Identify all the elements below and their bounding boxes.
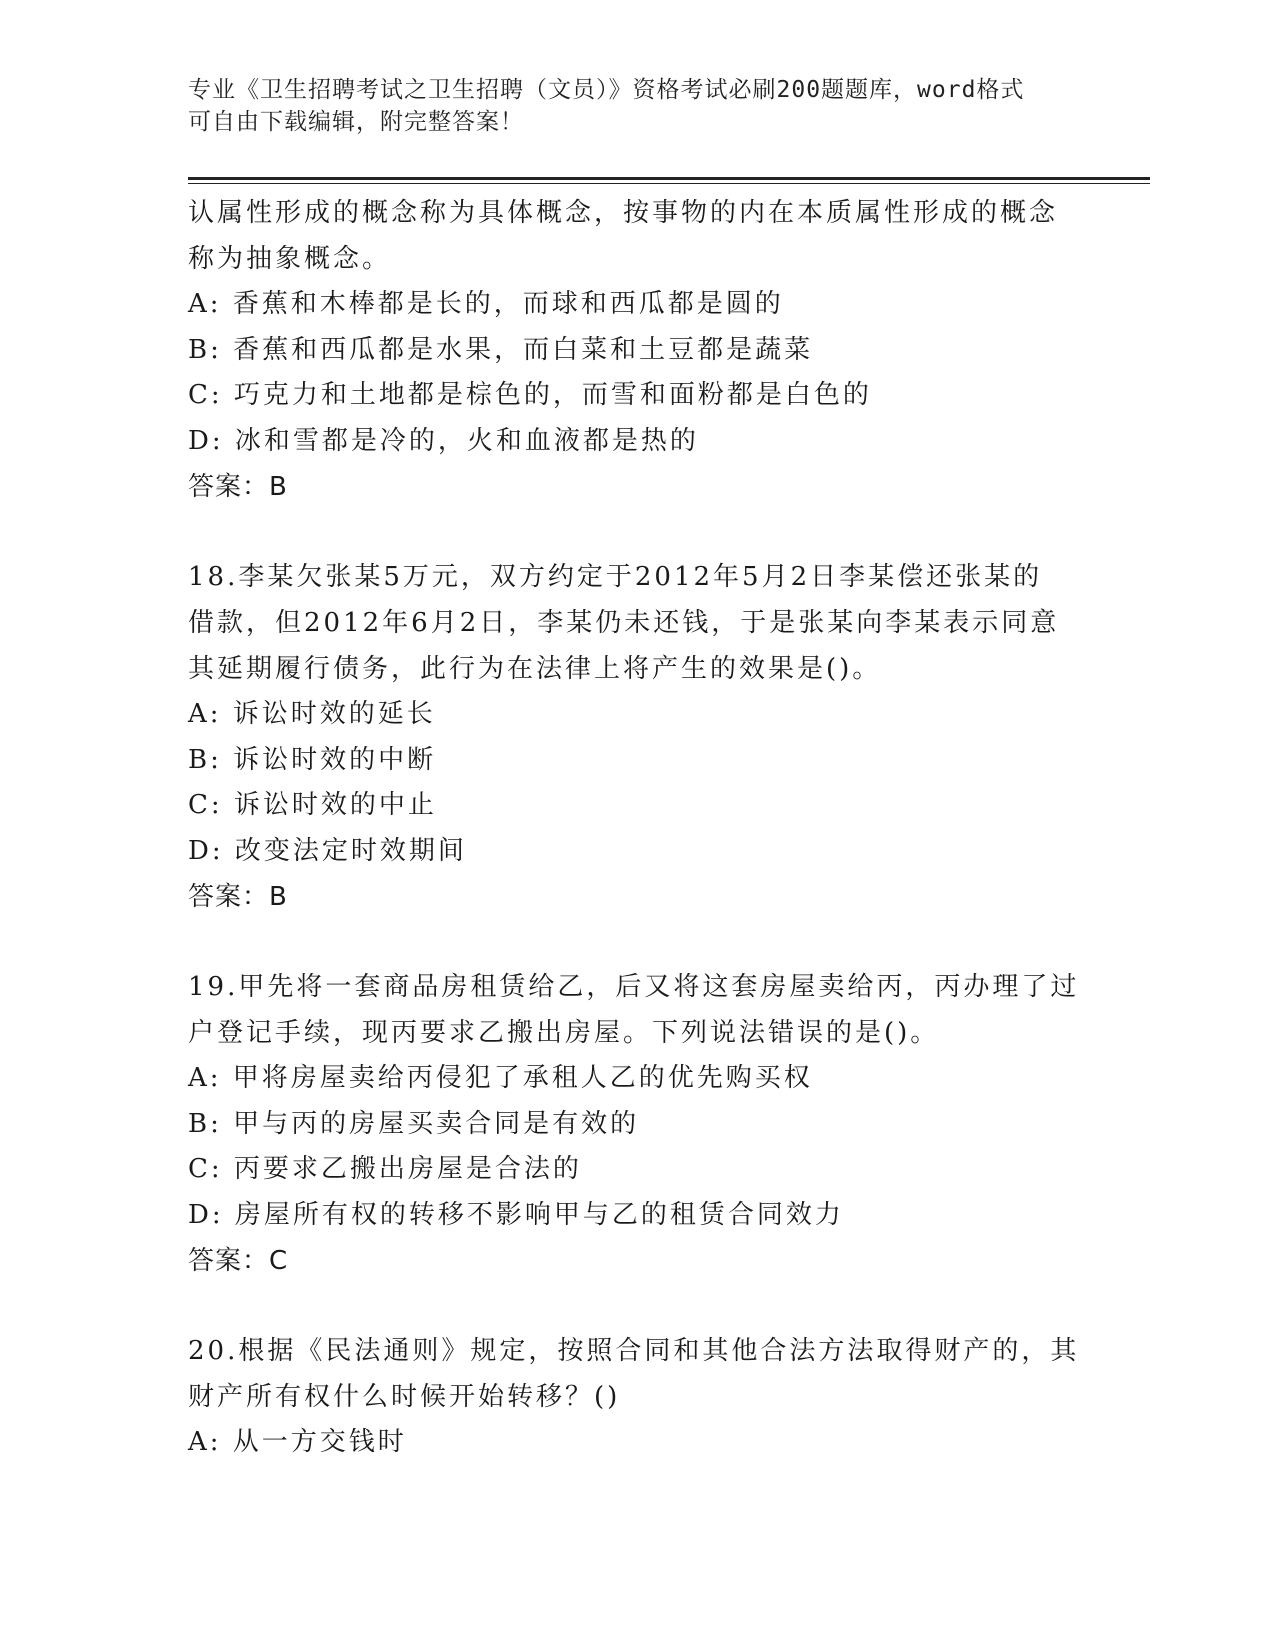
option-b: B: 诉讼时效的中断 xyxy=(188,744,437,775)
option-c: C: 巧克力和土地都是棕色的，而雪和面粉都是白色的 xyxy=(188,380,872,410)
option-b: B: 甲与丙的房屋买卖合同是有效的 xyxy=(188,1108,640,1139)
option-a: A: 从一方交钱时 xyxy=(188,1427,407,1457)
option-c: C: 诉讼时效的中止 xyxy=(188,790,437,820)
question-stem-line: 户登记手续，现丙要求乙搬出房屋。下列说法错误的是()。 xyxy=(188,1018,940,1048)
question-20 xyxy=(188,1328,1088,1466)
question-stem-line: 借款，但2012年6月2日，李某仍未还钱，于是张某向李某表示同意 xyxy=(188,608,1060,638)
option-d: D: 房屋所有权的转移不影响甲与乙的租赁合同效力 xyxy=(188,1199,844,1230)
header-line-2: 可自由下载编辑，附完整答案！ xyxy=(188,109,524,135)
option-d: D: 冰和雪都是冷的，火和血液都是热的 xyxy=(188,425,699,456)
answer-label: 答案：B xyxy=(188,882,288,912)
answer-label: 答案：B xyxy=(188,472,288,502)
question-stem-line: 认属性形成的概念称为具体概念，按事物的内在本质属性形成的概念 xyxy=(188,198,1059,228)
question-stem-line: 19.甲先将一套商品房租赁给乙，后又将这套房屋卖给丙，丙办理了过 xyxy=(188,972,1080,1002)
answer-label: 答案：C xyxy=(188,1246,289,1276)
document-header xyxy=(188,74,1088,138)
option-a: A: 甲将房屋卖给丙侵犯了承租人乙的优先购买权 xyxy=(188,1063,813,1093)
option-a: A: 诉讼时效的延长 xyxy=(188,699,436,729)
question-stem-line: 18.李某欠张某5万元，双方约定于2012年5月2日李某偿还张某的 xyxy=(188,562,1043,592)
header-divider-thick xyxy=(188,177,1150,180)
document-body xyxy=(188,190,1088,1466)
option-a: A: 香蕉和木棒都是长的，而球和西瓜都是圆的 xyxy=(188,289,784,319)
question-stem-line: 财产所有权什么时候开始转移？() xyxy=(188,1382,621,1412)
option-d: D: 改变法定时效期间 xyxy=(188,835,467,866)
question-stem-line: 其延期履行债务，此行为在法律上将产生的效果是()。 xyxy=(188,654,882,684)
question-stem-line: 称为抽象概念。 xyxy=(188,244,392,274)
option-c: C: 丙要求乙搬出房屋是合法的 xyxy=(188,1154,582,1184)
header-line-1: 专业《卫生招聘考试之卫生招聘（文员）》资格考试必刷200题题库，word格式 xyxy=(188,77,1025,103)
header-divider-thin xyxy=(188,183,1150,184)
question-stem-line: 20.根据《民法通则》规定，按照合同和其他合法方法取得财产的，其 xyxy=(188,1336,1080,1366)
question-17 xyxy=(188,190,1088,510)
question-18 xyxy=(188,554,1088,920)
question-19 xyxy=(188,964,1088,1284)
option-b: B: 香蕉和西瓜都是水果，而白菜和土豆都是蔬菜 xyxy=(188,334,814,365)
